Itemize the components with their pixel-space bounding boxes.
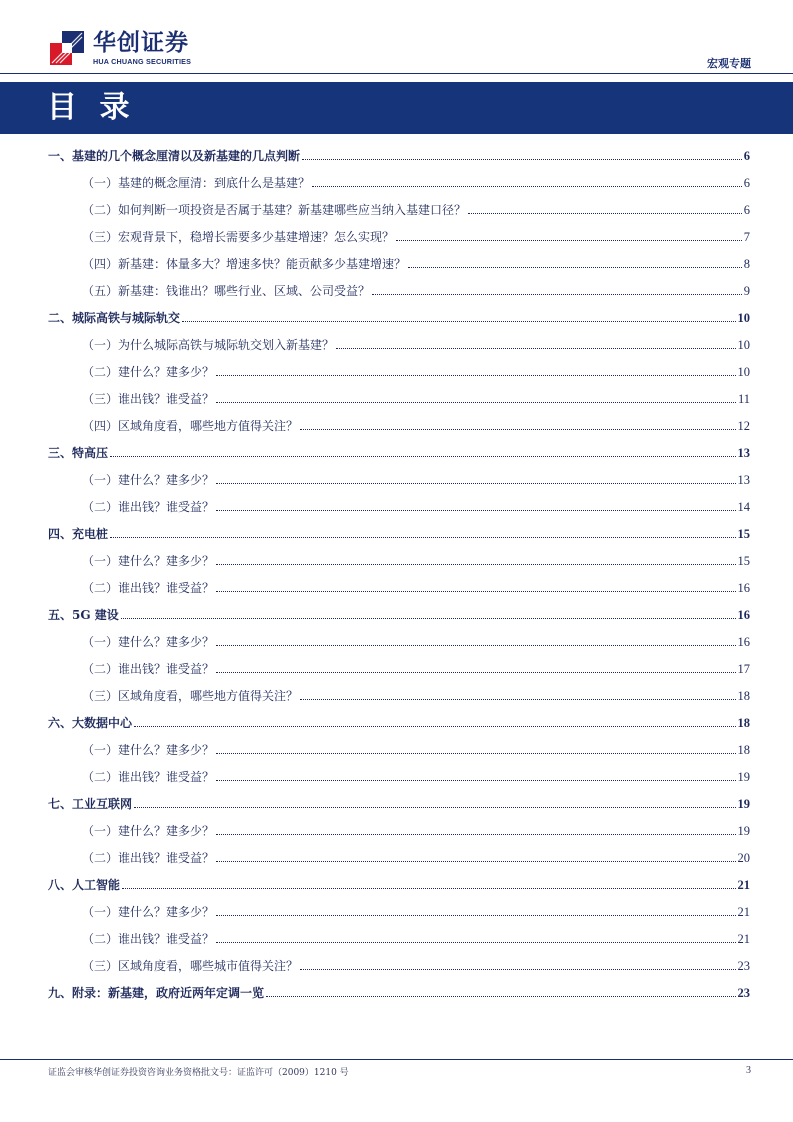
toc-entry-page: 21 xyxy=(737,878,750,892)
toc-entry-page: 11 xyxy=(737,392,750,406)
toc-dot-leader xyxy=(468,212,742,214)
toc-section-entry[interactable] xyxy=(48,441,750,461)
toc-entry-title: （三）区域角度看，哪些地方值得关注？ xyxy=(82,689,299,703)
toc-entry-page: 10 xyxy=(737,365,750,379)
toc-section-entry[interactable] xyxy=(48,144,750,164)
toc-entry-page: 23 xyxy=(737,986,750,1000)
toc-entry-page: 7 xyxy=(743,230,750,244)
toc-dot-leader xyxy=(216,509,735,511)
toc-dot-leader xyxy=(300,968,735,970)
toc-entry-page: 19 xyxy=(737,797,750,811)
toc-entry-page: 20 xyxy=(737,851,750,865)
toc-entry-title: 五、5G 建设 xyxy=(48,608,119,622)
toc-entry-page: 14 xyxy=(737,500,750,514)
toc-entry-title: 三、特高压 xyxy=(48,446,109,460)
toc-dot-leader xyxy=(216,941,735,943)
toc-dot-leader xyxy=(216,374,735,376)
toc-entry-title: 四、充电桩 xyxy=(48,527,109,541)
toc-dot-leader xyxy=(216,401,736,403)
toc-entry-page: 12 xyxy=(737,419,750,433)
brand-name-cn: 华创证券 xyxy=(93,29,189,56)
toc-entry-title: （四）区域角度看，哪些地方值得关注？ xyxy=(82,419,299,433)
toc-dot-leader xyxy=(266,995,735,997)
toc-subsection-entry[interactable] xyxy=(48,495,750,515)
toc-dot-leader xyxy=(300,698,735,700)
toc-entry-title: （五）新基建：钱谁出？哪些行业、区域、公司受益？ xyxy=(82,284,371,298)
brand-name-en: HUA CHUANG SECURITIES xyxy=(93,56,192,66)
toc-section-entry[interactable] xyxy=(48,873,750,893)
toc-subsection-entry[interactable] xyxy=(48,765,750,785)
toc-entry-title: （四）新基建：体量多大？增速多快？能贡献多少基建增速？ xyxy=(82,257,407,271)
toc-section-entry[interactable] xyxy=(48,792,750,812)
toc-dot-leader xyxy=(216,833,735,835)
toc-entry-page: 19 xyxy=(737,824,750,838)
toc-dot-leader xyxy=(372,293,742,295)
toc-subsection-entry[interactable] xyxy=(48,576,750,596)
toc-subsection-entry[interactable] xyxy=(48,252,750,272)
toc-dot-leader xyxy=(302,158,742,160)
toc-entry-title: （二）谁出钱？谁受益？ xyxy=(82,581,215,595)
toc-section-entry[interactable] xyxy=(48,522,750,542)
toc-subsection-entry[interactable] xyxy=(48,684,750,704)
toc-entry-title: （一）基建的概念厘清：到底什么是基建？ xyxy=(82,176,311,190)
toc-entry-title: （三）宏观背景下，稳增长需要多少基建增速？怎么实现？ xyxy=(82,230,395,244)
toc-entry-title: 九、附录：新基建，政府近两年定调一览 xyxy=(48,986,265,1000)
toc-entry-page: 10 xyxy=(737,311,750,325)
toc-entry-title: （一）建什么？建多少？ xyxy=(82,824,215,838)
toc-dot-leader xyxy=(216,482,735,484)
toc-dot-leader xyxy=(216,590,735,592)
toc-dot-leader xyxy=(121,617,736,619)
toc-dot-leader xyxy=(396,239,742,241)
toc-entry-title: （二）建什么？建多少？ xyxy=(82,365,215,379)
toc-entry-title: （二）谁出钱？谁受益？ xyxy=(82,662,215,676)
toc-entry-page: 16 xyxy=(737,608,750,622)
toc-entry-page: 16 xyxy=(737,635,750,649)
toc-entry-page: 16 xyxy=(737,581,750,595)
toc-entry-page: 6 xyxy=(743,203,750,217)
toc-entry-page: 6 xyxy=(743,149,750,163)
toc-dot-leader xyxy=(216,860,735,862)
toc-subsection-entry[interactable] xyxy=(48,360,750,380)
toc-entry-page: 18 xyxy=(737,689,750,703)
toc-entry-title: （一）建什么？建多少？ xyxy=(82,635,215,649)
toc-entry-page: 19 xyxy=(737,770,750,784)
footer-divider xyxy=(0,1059,793,1060)
toc-subsection-entry[interactable] xyxy=(48,387,750,407)
toc-entry-title: （一）建什么？建多少？ xyxy=(82,905,215,919)
toc-section-entry[interactable] xyxy=(48,711,750,731)
toc-entry-page: 15 xyxy=(737,527,750,541)
toc-entry-title: （三）谁出钱？谁受益？ xyxy=(82,392,215,406)
toc-subsection-entry[interactable] xyxy=(48,819,750,839)
toc-entry-title: （二）谁出钱？谁受益？ xyxy=(82,770,215,784)
toc-subsection-entry[interactable] xyxy=(48,900,750,920)
toc-entry-title: （一）建什么？建多少？ xyxy=(82,473,215,487)
toc-subsection-entry[interactable] xyxy=(48,333,750,353)
toc-section-entry[interactable] xyxy=(48,306,750,326)
toc-dot-leader xyxy=(312,185,742,187)
page-title: 目 录 xyxy=(47,90,136,125)
header-divider xyxy=(0,73,793,74)
toc-dot-leader xyxy=(216,914,735,916)
toc-entry-page: 21 xyxy=(737,932,750,946)
toc-dot-leader xyxy=(182,320,735,322)
toc-dot-leader xyxy=(216,752,735,754)
footer-disclaimer: 证监会审核华创证券投资咨询业务资格批文号：证监许可（2009）1210 号 xyxy=(48,1068,349,1078)
toc-entry-title: （二）谁出钱？谁受益？ xyxy=(82,500,215,514)
title-banner xyxy=(0,82,793,134)
toc-dot-leader xyxy=(216,644,735,646)
report-category: 宏观专题 xyxy=(707,57,751,70)
toc-entry-title: 七、工业互联网 xyxy=(48,797,133,811)
company-logo xyxy=(48,28,191,68)
toc-subsection-entry[interactable] xyxy=(48,738,750,758)
toc-dot-leader xyxy=(110,536,735,538)
toc-entry-title: （二）谁出钱？谁受益？ xyxy=(82,851,215,865)
toc-entry-title: 二、城际高铁与城际轨交 xyxy=(48,311,181,325)
toc-entry-title: （一）建什么？建多少？ xyxy=(82,554,215,568)
toc-entry-title: 一、基建的几个概念厘清以及新基建的几点判断 xyxy=(48,149,301,163)
toc-entry-title: 六、大数据中心 xyxy=(48,716,133,730)
toc-entry-title: （一）为什么城际高铁与城际轨交划入新基建？ xyxy=(82,338,335,352)
toc-entry-page: 18 xyxy=(737,743,750,757)
toc-dot-leader xyxy=(216,779,735,781)
toc-subsection-entry[interactable] xyxy=(48,468,750,488)
toc-entry-page: 17 xyxy=(737,662,750,676)
toc-dot-leader xyxy=(300,428,735,430)
toc-entry-page: 15 xyxy=(737,554,750,568)
toc-entry-title: （二）谁出钱？谁受益？ xyxy=(82,932,215,946)
toc-entry-page: 10 xyxy=(737,338,750,352)
toc-entry-title: （三）区域角度看，哪些城市值得关注？ xyxy=(82,959,299,973)
toc-entry-page: 6 xyxy=(743,176,750,190)
toc-dot-leader xyxy=(134,806,735,808)
toc-subsection-entry[interactable] xyxy=(48,954,750,974)
toc-subsection-entry[interactable] xyxy=(48,549,750,569)
toc-subsection-entry[interactable] xyxy=(48,927,750,947)
toc-subsection-entry[interactable] xyxy=(48,198,750,218)
toc-subsection-entry[interactable] xyxy=(48,414,750,434)
toc-subsection-entry[interactable] xyxy=(48,279,750,299)
toc-dot-leader xyxy=(122,887,735,889)
page-number: 3 xyxy=(746,1065,751,1076)
toc-subsection-entry[interactable] xyxy=(48,846,750,866)
toc-dot-leader xyxy=(336,347,735,349)
toc-section-entry[interactable] xyxy=(48,981,750,1001)
toc-entry-page: 23 xyxy=(737,959,750,973)
toc-subsection-entry[interactable] xyxy=(48,630,750,650)
toc-entry-title: （一）建什么？建多少？ xyxy=(82,743,215,757)
toc-entry-page: 18 xyxy=(737,716,750,730)
toc-entry-page: 13 xyxy=(737,446,750,460)
toc-entry-page: 9 xyxy=(743,284,750,298)
page-header xyxy=(0,0,793,78)
toc-dot-leader xyxy=(134,725,735,727)
toc-subsection-entry[interactable] xyxy=(48,171,750,191)
logo-mark-icon xyxy=(48,29,86,67)
toc-dot-leader xyxy=(216,563,735,565)
toc-entry-page: 13 xyxy=(737,473,750,487)
toc-section-entry[interactable] xyxy=(48,603,750,623)
toc-entry-page: 21 xyxy=(737,905,750,919)
toc-subsection-entry[interactable] xyxy=(48,657,750,677)
toc-dot-leader xyxy=(216,671,735,673)
toc-subsection-entry[interactable] xyxy=(48,225,750,245)
toc-entry-title: （二）如何判断一项投资是否属于基建？新基建哪些应当纳入基建口径？ xyxy=(82,203,467,217)
toc-dot-leader xyxy=(408,266,742,268)
toc-entry-page: 8 xyxy=(743,257,750,271)
toc-dot-leader xyxy=(110,455,735,457)
toc-entry-title: 八、人工智能 xyxy=(48,878,121,892)
